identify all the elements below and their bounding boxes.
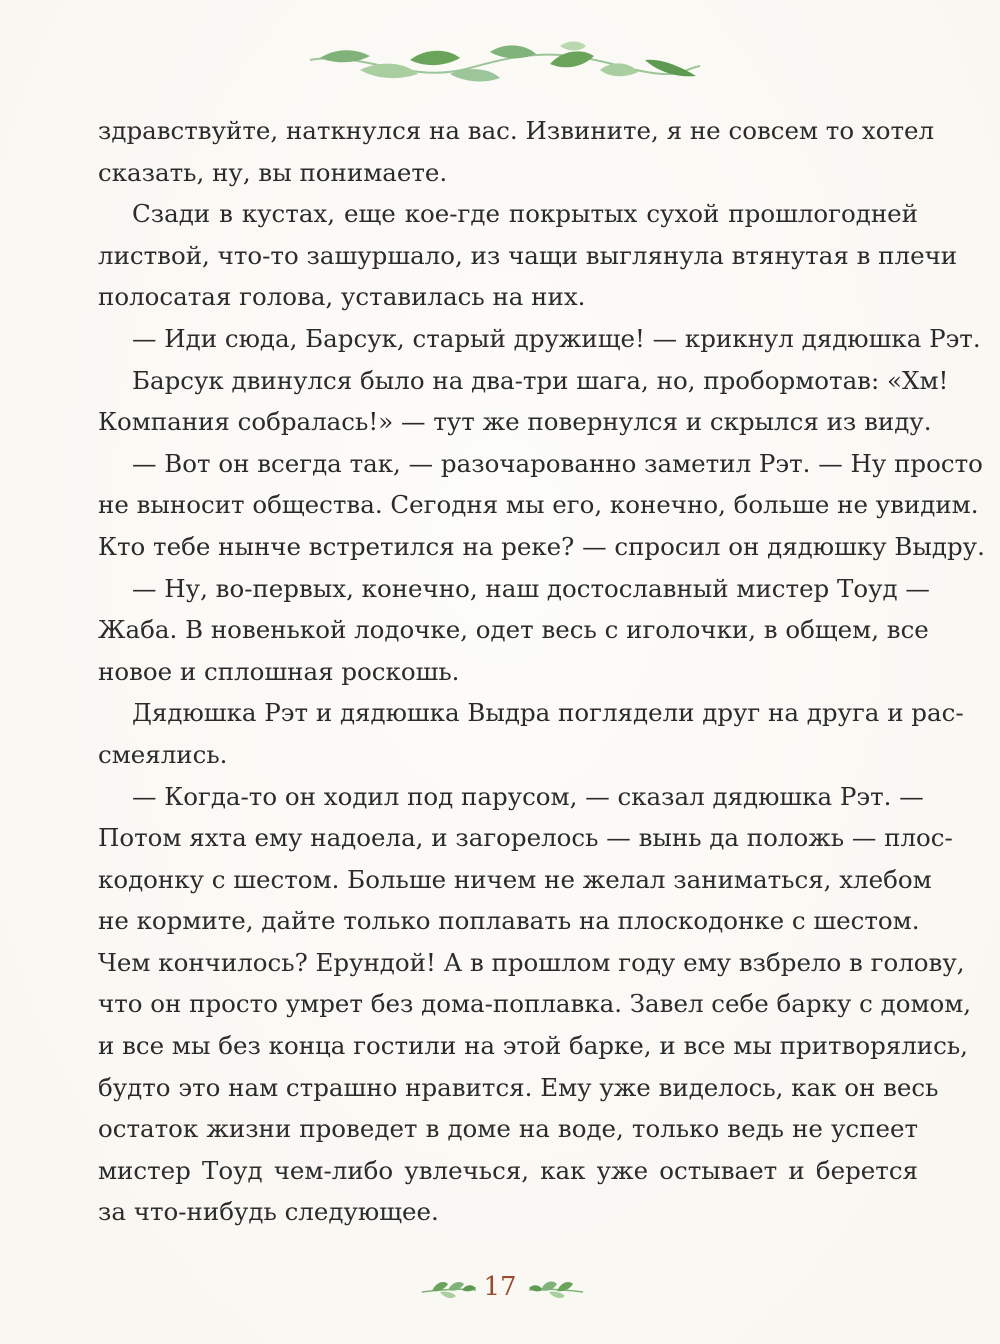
text-line: Чем кончилось? Ерундой! А в прошлом году ему взбрело в голову, xyxy=(98,947,965,977)
page-number: 17 xyxy=(483,1272,517,1302)
text-line: — Ну, во-первых, конечно, наш достославный мистер Тоуд — xyxy=(132,573,930,603)
text-line: новое и сплошная роскошь. xyxy=(98,656,460,686)
paragraph xyxy=(98,443,985,568)
text-line: — Иди сюда, Барсук, старый дружище! — крикнул дядюшка Рэт. xyxy=(132,323,981,353)
page-footer xyxy=(0,1268,1000,1308)
text-line: и все мы без конца гостили на этой барке, и все мы притворялись, xyxy=(98,1031,968,1061)
text-line: мистер Тоуд чем-либо увлечься, как уже остывает и берется xyxy=(98,1155,918,1185)
text-line: что он просто умрет без дома-поплавка. Завел себе барку с домом, xyxy=(98,989,972,1019)
text-line: будто это нам страшно нравится. Ему уже виделось, как он весь xyxy=(98,1072,939,1102)
text-line: Кто тебе нынче встретился на реке? — спросил он дядюшку Выдру. xyxy=(98,531,985,561)
paragraph xyxy=(98,193,958,318)
text-line: за что-нибудь следующее. xyxy=(98,1197,439,1227)
text-line: листвой, что-то зашуршало, из чащи выглянула втянутая в плечи xyxy=(98,240,958,270)
text-line: — Вот он всегда так, — разочарованно заметил Рэт. — Ну просто xyxy=(132,448,983,478)
text-line: Жаба. В новенькой лодочке, одет весь с иголочки, в общем, все xyxy=(98,615,929,645)
body-text xyxy=(98,110,985,1233)
text-line: не выносит общества. Сегодня мы его, конечно, больше не увидим. xyxy=(98,490,979,520)
vine-branch-icon xyxy=(300,30,710,100)
leaf-sprig-right-icon xyxy=(525,1276,587,1302)
text-line: Дядюшка Рэт и дядюшка Выдра поглядели друг на друга и рас- xyxy=(132,698,964,728)
paragraph xyxy=(98,568,930,693)
paragraph xyxy=(98,360,949,443)
text-line: Компания собралась!» — тут же повернулся и скрылся из виду. xyxy=(98,407,932,437)
paragraph xyxy=(98,692,964,775)
text-line: полосатая голова, уставилась на них. xyxy=(98,282,586,312)
paragraph xyxy=(98,110,935,193)
text-line: смеялись. xyxy=(98,739,228,769)
text-line: Сзади в кустах, еще кое-где покрытых сухой прошлогодней xyxy=(132,199,918,229)
text-line: сказать, ну, вы понимаете. xyxy=(98,157,448,187)
paragraph xyxy=(98,776,972,1234)
text-line: кодонку с шестом. Больше ничем не желал заниматься, хлебом xyxy=(98,864,932,894)
text-line: — Когда-то он ходил под парусом, — сказал дядюшка Рэт. — xyxy=(132,781,924,811)
text-line: не кормите, дайте только поплавать на плоскодонке с шестом. xyxy=(98,906,920,936)
text-line: здравствуйте, наткнулся на вас. Извините, я не совсем то хотел xyxy=(98,116,935,145)
text-line: остаток жизни проведет в доме на воде, только ведь не успеет xyxy=(98,1114,918,1144)
paragraph xyxy=(98,318,981,360)
text-line: Барсук двинулся было на два-три шага, но, пробормотав: «Хм! xyxy=(132,365,949,395)
text-line: Потом яхта ему надоела, и загорелось — вынь да положь — плос- xyxy=(98,823,953,853)
